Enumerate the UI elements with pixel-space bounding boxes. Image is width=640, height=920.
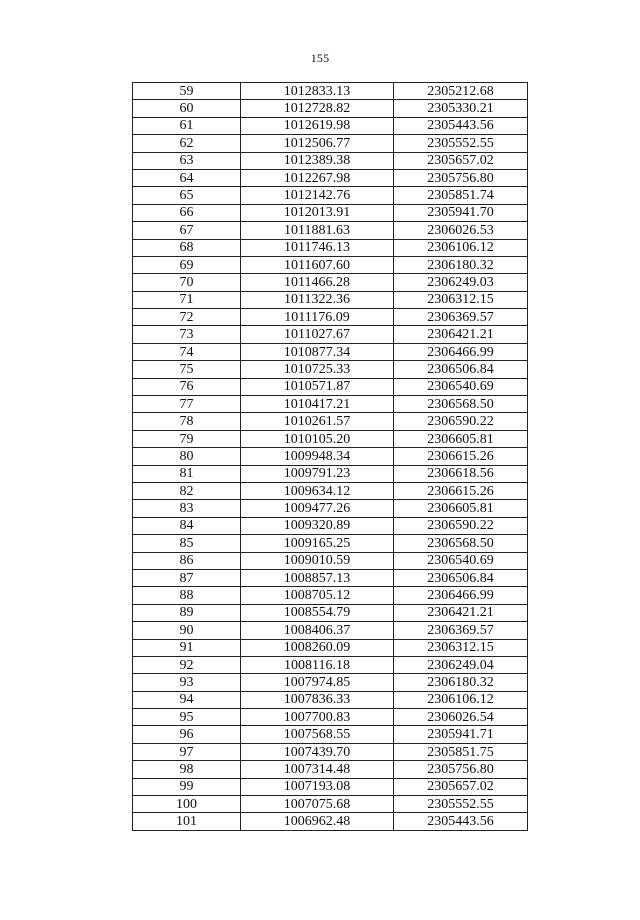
x-coordinate-cell: 1007836.33 (241, 691, 394, 708)
y-coordinate-cell: 2306605.81 (394, 500, 528, 517)
table-row (133, 482, 528, 499)
table-row (133, 413, 528, 430)
point-number-cell: 101 (133, 813, 241, 830)
table-row (133, 465, 528, 482)
point-number-cell: 60 (133, 100, 241, 117)
x-coordinate-cell: 1008406.37 (241, 622, 394, 639)
table-row (133, 517, 528, 534)
x-coordinate-cell: 1008260.09 (241, 639, 394, 656)
point-number-cell: 69 (133, 256, 241, 273)
x-coordinate-cell: 1012142.76 (241, 187, 394, 204)
point-number-cell: 75 (133, 361, 241, 378)
table-row (133, 448, 528, 465)
point-number-cell: 72 (133, 309, 241, 326)
x-coordinate-cell: 1012833.13 (241, 83, 394, 100)
x-coordinate-cell: 1012389.38 (241, 152, 394, 169)
point-number-cell: 92 (133, 656, 241, 673)
x-coordinate-cell: 1010105.20 (241, 430, 394, 447)
y-coordinate-cell: 2306540.69 (394, 552, 528, 569)
point-number-cell: 78 (133, 413, 241, 430)
y-coordinate-cell: 2306026.54 (394, 709, 528, 726)
table-row (133, 796, 528, 813)
x-coordinate-cell: 1009165.25 (241, 535, 394, 552)
point-number-cell: 94 (133, 691, 241, 708)
point-number-cell: 96 (133, 726, 241, 743)
y-coordinate-cell: 2306026.53 (394, 222, 528, 239)
y-coordinate-cell: 2305657.02 (394, 778, 528, 795)
point-number-cell: 83 (133, 500, 241, 517)
point-number-cell: 76 (133, 378, 241, 395)
x-coordinate-cell: 1011176.09 (241, 309, 394, 326)
y-coordinate-cell: 2306312.15 (394, 291, 528, 308)
table-row (133, 396, 528, 413)
y-coordinate-cell: 2305756.80 (394, 761, 528, 778)
y-coordinate-cell: 2306590.22 (394, 517, 528, 534)
x-coordinate-cell: 1012619.98 (241, 117, 394, 134)
point-number-cell: 64 (133, 169, 241, 186)
point-number-cell: 81 (133, 465, 241, 482)
x-coordinate-cell: 1009477.26 (241, 500, 394, 517)
point-number-cell: 71 (133, 291, 241, 308)
y-coordinate-cell: 2306590.22 (394, 413, 528, 430)
y-coordinate-cell: 2306506.84 (394, 569, 528, 586)
y-coordinate-cell: 2305756.80 (394, 169, 528, 186)
y-coordinate-cell: 2306506.84 (394, 361, 528, 378)
y-coordinate-cell: 2306466.99 (394, 343, 528, 360)
table-row (133, 152, 528, 169)
x-coordinate-cell: 1007314.48 (241, 761, 394, 778)
point-number-cell: 59 (133, 83, 241, 100)
table-row (133, 691, 528, 708)
table-row (133, 83, 528, 100)
point-number-cell: 99 (133, 778, 241, 795)
x-coordinate-cell: 1011466.28 (241, 274, 394, 291)
point-number-cell: 65 (133, 187, 241, 204)
table-row (133, 726, 528, 743)
x-coordinate-cell: 1011027.67 (241, 326, 394, 343)
table-row (133, 239, 528, 256)
table-row (133, 204, 528, 221)
table-row (133, 604, 528, 621)
x-coordinate-cell: 1010261.57 (241, 413, 394, 430)
x-coordinate-cell: 1009948.34 (241, 448, 394, 465)
table-row (133, 169, 528, 186)
table-row (133, 309, 528, 326)
y-coordinate-cell: 2306568.50 (394, 396, 528, 413)
x-coordinate-cell: 1011607.60 (241, 256, 394, 273)
y-coordinate-cell: 2306421.21 (394, 604, 528, 621)
x-coordinate-cell: 1009010.59 (241, 552, 394, 569)
x-coordinate-cell: 1012267.98 (241, 169, 394, 186)
x-coordinate-cell: 1008857.13 (241, 569, 394, 586)
y-coordinate-cell: 2305941.70 (394, 204, 528, 221)
y-coordinate-cell: 2306249.04 (394, 656, 528, 673)
point-number-cell: 63 (133, 152, 241, 169)
y-coordinate-cell: 2305657.02 (394, 152, 528, 169)
table-row (133, 430, 528, 447)
y-coordinate-cell: 2305552.55 (394, 135, 528, 152)
point-number-cell: 79 (133, 430, 241, 447)
y-coordinate-cell: 2305851.75 (394, 743, 528, 760)
point-number-cell: 97 (133, 743, 241, 760)
table-row (133, 622, 528, 639)
table-row (133, 117, 528, 134)
x-coordinate-cell: 1008116.18 (241, 656, 394, 673)
x-coordinate-cell: 1009320.89 (241, 517, 394, 534)
x-coordinate-cell: 1007193.08 (241, 778, 394, 795)
point-number-cell: 100 (133, 796, 241, 813)
y-coordinate-cell: 2306180.32 (394, 674, 528, 691)
point-number-cell: 62 (133, 135, 241, 152)
x-coordinate-cell: 1007700.83 (241, 709, 394, 726)
x-coordinate-cell: 1006962.48 (241, 813, 394, 830)
point-number-cell: 88 (133, 587, 241, 604)
y-coordinate-cell: 2306605.81 (394, 430, 528, 447)
table-row (133, 674, 528, 691)
table-row (133, 569, 528, 586)
x-coordinate-cell: 1010417.21 (241, 396, 394, 413)
x-coordinate-cell: 1012013.91 (241, 204, 394, 221)
table-row (133, 256, 528, 273)
point-number-cell: 85 (133, 535, 241, 552)
x-coordinate-cell: 1012506.77 (241, 135, 394, 152)
x-coordinate-cell: 1007974.85 (241, 674, 394, 691)
y-coordinate-cell: 2305941.71 (394, 726, 528, 743)
x-coordinate-cell: 1010725.33 (241, 361, 394, 378)
y-coordinate-cell: 2305212.68 (394, 83, 528, 100)
table-row (133, 709, 528, 726)
y-coordinate-cell: 2306421.21 (394, 326, 528, 343)
point-number-cell: 90 (133, 622, 241, 639)
table-row (133, 135, 528, 152)
point-number-cell: 66 (133, 204, 241, 221)
point-number-cell: 73 (133, 326, 241, 343)
y-coordinate-cell: 2306615.26 (394, 448, 528, 465)
point-number-cell: 67 (133, 222, 241, 239)
table-row (133, 100, 528, 117)
point-number-cell: 77 (133, 396, 241, 413)
y-coordinate-cell: 2305443.56 (394, 813, 528, 830)
point-number-cell: 93 (133, 674, 241, 691)
x-coordinate-cell: 1008554.79 (241, 604, 394, 621)
y-coordinate-cell: 2305552.55 (394, 796, 528, 813)
y-coordinate-cell: 2306369.57 (394, 309, 528, 326)
table-row (133, 291, 528, 308)
point-number-cell: 98 (133, 761, 241, 778)
y-coordinate-cell: 2306540.69 (394, 378, 528, 395)
x-coordinate-cell: 1007075.68 (241, 796, 394, 813)
coordinates-table-body (133, 83, 528, 831)
table-row (133, 587, 528, 604)
table-row (133, 813, 528, 830)
coordinates-table (132, 82, 528, 831)
table-row (133, 778, 528, 795)
point-number-cell: 74 (133, 343, 241, 360)
point-number-cell: 82 (133, 482, 241, 499)
y-coordinate-cell: 2306180.32 (394, 256, 528, 273)
point-number-cell: 68 (133, 239, 241, 256)
point-number-cell: 86 (133, 552, 241, 569)
y-coordinate-cell: 2305851.74 (394, 187, 528, 204)
page-number: 155 (310, 51, 330, 65)
x-coordinate-cell: 1009791.23 (241, 465, 394, 482)
table-row (133, 187, 528, 204)
x-coordinate-cell: 1011881.63 (241, 222, 394, 239)
y-coordinate-cell: 2305443.56 (394, 117, 528, 134)
y-coordinate-cell: 2306618.56 (394, 465, 528, 482)
table-row (133, 743, 528, 760)
table-row (133, 326, 528, 343)
x-coordinate-cell: 1010877.34 (241, 343, 394, 360)
table-row (133, 343, 528, 360)
point-number-cell: 91 (133, 639, 241, 656)
y-coordinate-cell: 2306466.99 (394, 587, 528, 604)
x-coordinate-cell: 1009634.12 (241, 482, 394, 499)
table-row (133, 274, 528, 291)
table-row (133, 500, 528, 517)
y-coordinate-cell: 2306312.15 (394, 639, 528, 656)
table-row (133, 222, 528, 239)
point-number-cell: 87 (133, 569, 241, 586)
point-number-cell: 70 (133, 274, 241, 291)
x-coordinate-cell: 1007439.70 (241, 743, 394, 760)
table-row (133, 761, 528, 778)
table-row (133, 656, 528, 673)
table-row (133, 535, 528, 552)
x-coordinate-cell: 1011746.13 (241, 239, 394, 256)
point-number-cell: 84 (133, 517, 241, 534)
x-coordinate-cell: 1010571.87 (241, 378, 394, 395)
x-coordinate-cell: 1007568.55 (241, 726, 394, 743)
table-row (133, 552, 528, 569)
y-coordinate-cell: 2306106.12 (394, 691, 528, 708)
y-coordinate-cell: 2306249.03 (394, 274, 528, 291)
x-coordinate-cell: 1008705.12 (241, 587, 394, 604)
point-number-cell: 89 (133, 604, 241, 621)
x-coordinate-cell: 1012728.82 (241, 100, 394, 117)
y-coordinate-cell: 2306615.26 (394, 482, 528, 499)
y-coordinate-cell: 2305330.21 (394, 100, 528, 117)
point-number-cell: 95 (133, 709, 241, 726)
table-row (133, 361, 528, 378)
y-coordinate-cell: 2306106.12 (394, 239, 528, 256)
y-coordinate-cell: 2306369.57 (394, 622, 528, 639)
y-coordinate-cell: 2306568.50 (394, 535, 528, 552)
x-coordinate-cell: 1011322.36 (241, 291, 394, 308)
point-number-cell: 61 (133, 117, 241, 134)
table-row (133, 378, 528, 395)
table-row (133, 639, 528, 656)
point-number-cell: 80 (133, 448, 241, 465)
